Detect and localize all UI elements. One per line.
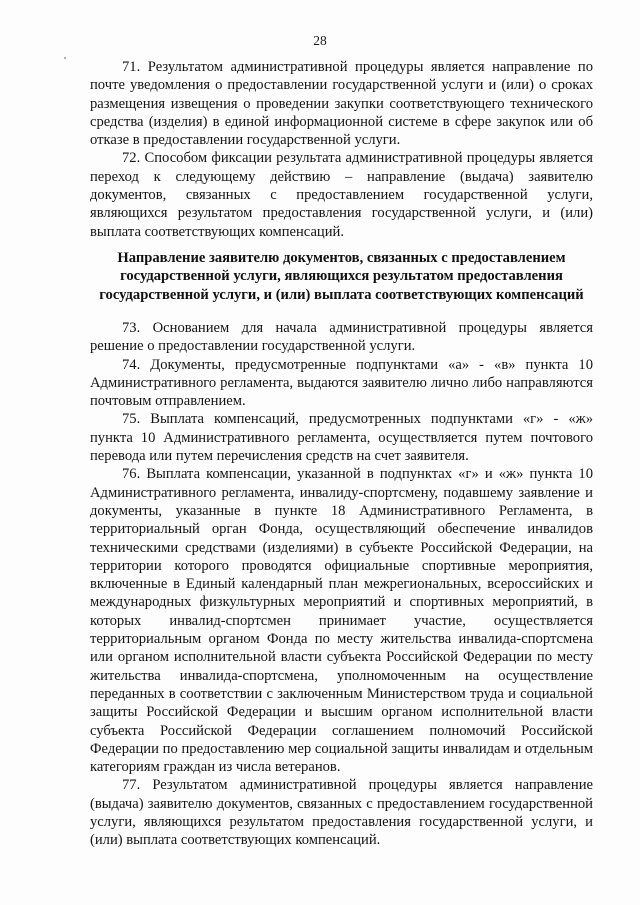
scan-mark: [64, 57, 66, 59]
paragraph-72: 72. Способом фиксации результата административной процедуры является переход к следующему действию – направление (выдача) заявителю документов, связанных с предоставлением государственной услуги, являющихся результатом предоставления государственной услуги, и (или) выплата соответствующих компенсаций.: [90, 150, 593, 240]
paragraph-74: 74. Документы, предусмотренные подпунктами «а» - «в» пункта 10 Административного регламента, выдаются заявителю лично либо направляются почтовым отправлением.: [90, 356, 593, 410]
paragraphs-73-77: [90, 319, 593, 850]
paragraph-75: 75. Выплата компенсаций, предусмотренных подпунктами «г» - «ж» пункта 10 Административного регламента, осуществляется путем почтового перевода или путем перечисления средств на счет заявителя.: [90, 411, 593, 465]
paragraph-71: 71. Результатом административной процедуры является направление по почте уведомления о предоставлении государственной услуги и (или) о сроках размещения извещения о проведении закупки соответствующего технического средства (изделия) в единой информационной системе в сфере закупок или об отказе в предоставлении государственной услуги.: [90, 59, 593, 149]
paragraph-73: 73. Основанием для начала административной процедуры является решение о предоставлении государственной услуги.: [90, 320, 593, 355]
paragraphs-71-72: [90, 58, 593, 241]
paragraph-77: 77. Результатом административной процедуры является направление (выдача) заявителю документов, связанных с предоставлением государственной услуги, являющихся результатом предоставления государственной услуги, и (или) выплата соответствующих компенсаций.: [90, 777, 593, 849]
section-heading: Направление заявителю документов, связанных с предоставлением государственной услуги, являющихся результатом предоставления государственной услуги, и (или) выплата соответствующих компенсаций: [99, 250, 584, 303]
page-number: 28: [313, 33, 327, 48]
paragraph-76: 76. Выплата компенсации, указанной в подпунктах «г» и «ж» пункта 10 Административного регламента, инвалиду-спортсмену, подавшему заявление и документы, указанные в пункте 18 Административного Регламента, в территориальный орган Фонда, осуществляющий обеспечение инвалидов техническими средствами (изделиями) в субъекте Российской Федерации, на территории которого проводятся официальные спортивные мероприятия, включенные в Единый календарный план межрегиональных, всероссийских и международных физкультурных мероприятий и спортивных мероприятий, в которых инвалид-спортсмен принимает участие, осуществляется территориальным органом Фонда по месту жительства инвалида-спортсмена или органом исполнительной власти субъекта Российской Федерации по месту жительства инвалида-спортсмена, уполномоченным на осуществление переданных в соответствии с заключенным Министерством труда и социальной защиты Российской Федерации и высшим органом исполнительной власти субъекта Российской Федерации соглашением полномочий Российской Федерации по предоставлению мер социальной защиты инвалидам и отдельным категориям граждан из числа ветеранов.: [90, 466, 593, 776]
